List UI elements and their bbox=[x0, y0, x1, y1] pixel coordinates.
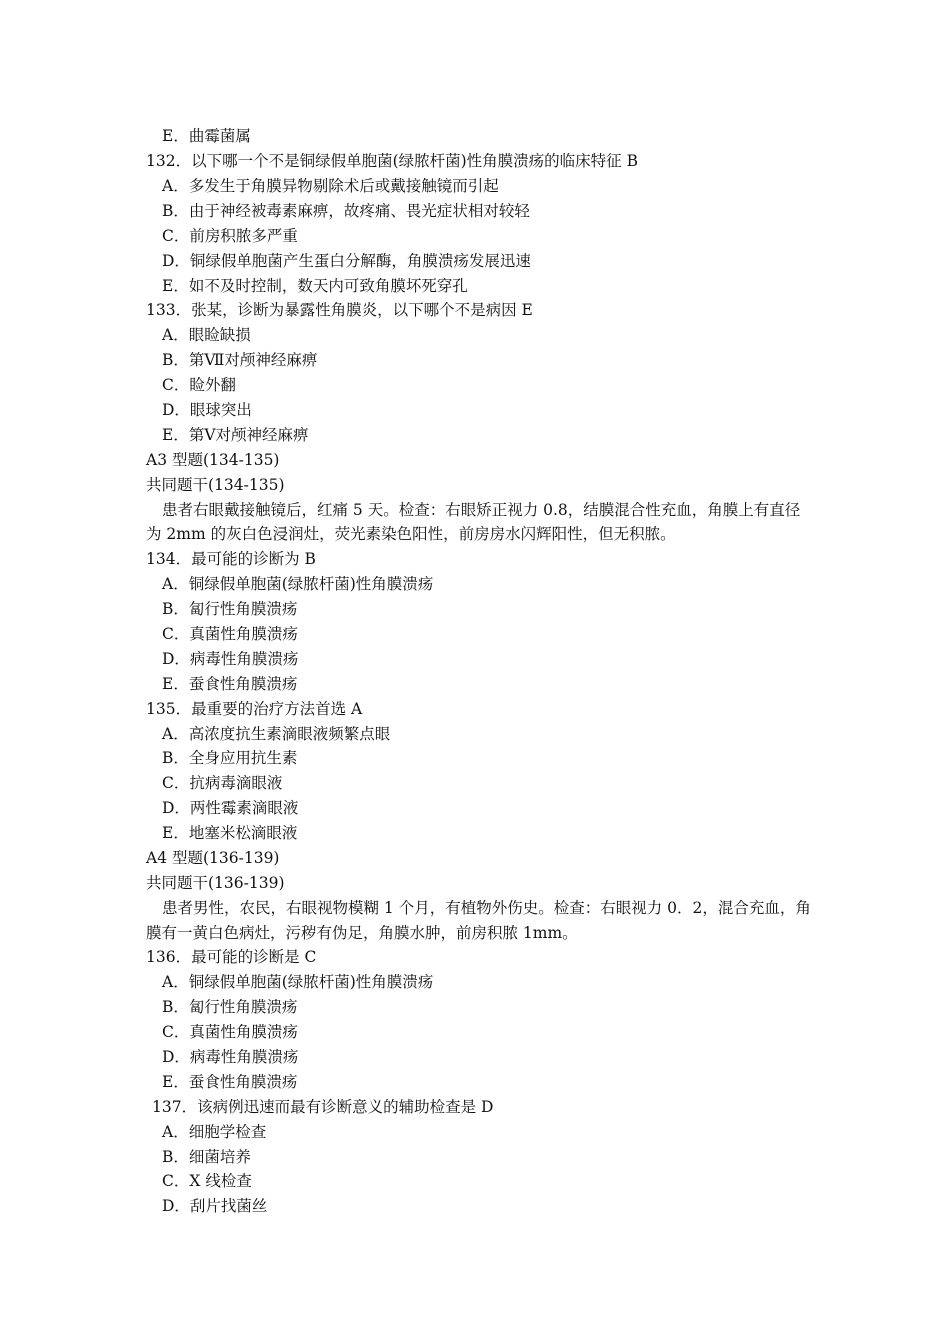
option-a-q132: A．多发生于角膜异物剔除术后或戴接触镜而引起 bbox=[162, 177, 499, 195]
shared-stem-title-134-135: 共同题干(134-135) bbox=[146, 476, 285, 494]
option-c-q136: C．真菌性角膜溃疡 bbox=[162, 1023, 298, 1041]
option-e-q134: E．蚕食性角膜溃疡 bbox=[162, 675, 298, 693]
option-b-q137: B．细菌培养 bbox=[162, 1148, 251, 1166]
shared-stem-title-136-139: 共同题干(136-139) bbox=[146, 874, 285, 892]
option-d-q133: D．眼球突出 bbox=[162, 401, 252, 419]
option-d-q134: D．病毒性角膜溃疡 bbox=[162, 650, 299, 668]
option-b-q134: B．匐行性角膜溃疡 bbox=[162, 600, 298, 618]
option-a-q136: A．铜绿假单胞菌(绿脓杆菌)性角膜溃疡 bbox=[162, 973, 434, 991]
option-a-q135: A．高浓度抗生素滴眼液频繁点眼 bbox=[162, 725, 391, 743]
question-135: 135．最重要的治疗方法首选 A bbox=[146, 700, 363, 718]
option-a-q133: A．眼睑缺损 bbox=[162, 326, 251, 344]
option-e-q131: E．曲霉菌属 bbox=[162, 127, 251, 145]
question-136: 136．最可能的诊断是 C bbox=[146, 948, 317, 966]
option-d-q136: D．病毒性角膜溃疡 bbox=[162, 1048, 299, 1066]
option-b-q132: B．由于神经被毒素麻痹，故疼痛、畏光症状相对较轻 bbox=[162, 202, 530, 220]
option-c-q133: C．睑外翻 bbox=[162, 376, 236, 394]
case-stem-136-139-line1: 患者男性，农民，右眼视物模糊 1 个月，有植物外伤史。检查：右眼视力 0．2，混合充血，角 bbox=[162, 899, 811, 917]
question-134: 134．最可能的诊断为 B bbox=[146, 550, 316, 568]
option-e-q136: E．蚕食性角膜溃疡 bbox=[162, 1073, 298, 1091]
question-133: 133．张某，诊断为暴露性角膜炎，以下哪个不是病因 E bbox=[146, 301, 533, 319]
option-b-q133: B．第Ⅶ对颅神经麻痹 bbox=[162, 351, 318, 369]
question-132: 132．以下哪一个不是铜绿假单胞菌(绿脓杆菌)性角膜溃疡的临床特征 B bbox=[146, 152, 638, 170]
case-stem-136-139-line2: 膜有一黄白色病灶，污秽有伪足，角膜水肿，前房积脓 1mm。 bbox=[146, 924, 578, 942]
option-c-q137: C．X 线检查 bbox=[162, 1172, 252, 1190]
case-stem-134-135-line2: 为 2mm 的灰白色浸润灶，荧光素染色阳性，前房房水闪辉阳性，但无积脓。 bbox=[146, 525, 676, 543]
option-a-q137: A．细胞学检查 bbox=[162, 1123, 267, 1141]
option-d-q137: D．刮片找菌丝 bbox=[162, 1197, 268, 1215]
option-d-q135: D．两性霉素滴眼液 bbox=[162, 799, 299, 817]
option-b-q135: B．全身应用抗生素 bbox=[162, 749, 298, 767]
section-header-a3: A3 型题(134-135) bbox=[146, 451, 280, 469]
section-header-a4: A4 型题(136-139) bbox=[146, 849, 280, 867]
option-e-q135: E．地塞米松滴眼液 bbox=[162, 824, 298, 842]
option-d-q132: D．铜绿假单胞菌产生蛋白分解酶，角膜溃疡发展迅速 bbox=[162, 252, 531, 270]
option-c-q135: C．抗病毒滴眼液 bbox=[162, 774, 283, 792]
question-137: 137．该病例迅速而最有诊断意义的辅助检查是 D bbox=[152, 1098, 494, 1116]
option-a-q134: A．铜绿假单胞菌(绿脓杆菌)性角膜溃疡 bbox=[162, 575, 434, 593]
option-e-q133: E．第Ⅴ对颅神经麻痹 bbox=[162, 426, 309, 444]
case-stem-134-135-line1: 患者右眼戴接触镜后，红痛 5 天。检查：右眼矫正视力 0.8，结膜混合性充血，角膜上有直径 bbox=[162, 501, 801, 519]
option-e-q132: E．如不及时控制，数天内可致角膜坏死穿孔 bbox=[162, 277, 468, 295]
option-c-q132: C．前房积脓多严重 bbox=[162, 227, 298, 245]
option-b-q136: B．匐行性角膜溃疡 bbox=[162, 998, 298, 1016]
option-c-q134: C．真菌性角膜溃疡 bbox=[162, 625, 298, 643]
